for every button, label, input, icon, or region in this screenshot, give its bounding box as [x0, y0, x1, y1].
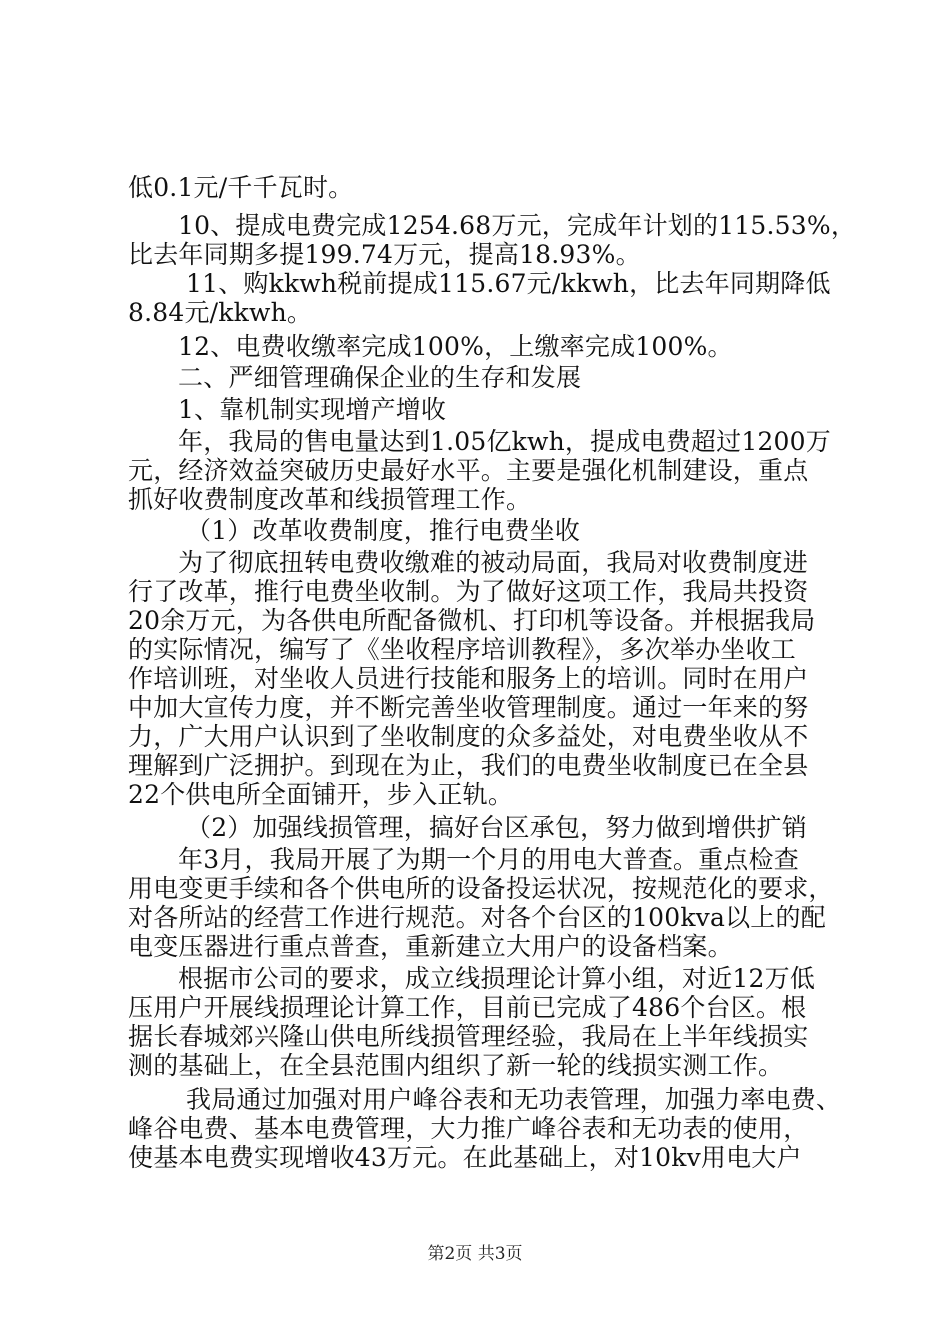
text-line: 中加大宣传力度，并不断完善坐收管理制度。通过一年来的努: [128, 693, 809, 722]
text-line: 电变压器进行重点普查，重新建立大用户的设备档案。: [128, 932, 733, 961]
text-line: 力，广大用户认识到了坐收制度的众多益处，对电费坐收从不: [128, 722, 809, 751]
text-line: 10、提成电费完成1254.68万元，完成年计划的115.53%，: [178, 211, 857, 240]
text-line: 对各所站的经营工作进行规范。对各个台区的100kva以上的配: [128, 903, 826, 932]
text-line: 元，经济效益突破历史最好水平。主要是强化机制建设，重点: [128, 456, 809, 485]
text-line: 的实际情况，编写了《坐收程序培训教程》，多次举办坐收工: [128, 635, 796, 664]
text-line: 理解到广泛拥护。到现在为止，我们的电费坐收制度已在全县: [128, 751, 809, 780]
text-line: 峰谷电费、基本电费管理，大力推广峰谷表和无功表的使用，: [128, 1114, 809, 1143]
text-line: 据长春城郊兴隆山供电所线损管理经验，我局在上半年线损实: [128, 1022, 809, 1051]
text-line: 12、电费收缴率完成100%，上缴率完成100%。: [178, 332, 733, 361]
text-line: 年3月，我局开展了为期一个月的用电大普查。重点检查: [178, 845, 799, 874]
subsection-heading: （1）改革收费制度，推行电费坐收: [186, 516, 581, 545]
text-line: 使基本电费实现增收43万元。在此基础上，对10kv用电大户: [128, 1143, 802, 1172]
subsection-heading: 1、靠机制实现增产增收: [178, 395, 447, 424]
text-line: 年，我局的售电量达到1.05亿kwh，提成电费超过1200万: [178, 427, 831, 456]
text-line: 11、购kkwh税前提成115.67元/kkwh，比去年同期降低: [186, 269, 831, 298]
text-line: 根据市公司的要求，成立线损理论计算小组，对近12万低: [178, 964, 816, 993]
text-line: 测的基础上，在全县范围内组织了新一轮的线损实测工作。: [128, 1051, 784, 1080]
text-line: 压用户开展线损理论计算工作，目前已完成了486个台区。根: [128, 993, 807, 1022]
text-line: 行了改革，推行电费坐收制。为了做好这项工作，我局共投资: [128, 577, 809, 606]
section-heading: 二、严细管理确保企业的生存和发展: [178, 363, 582, 392]
text-line: 为了彻底扭转电费收缴难的被动局面，我局对收费制度进: [178, 548, 809, 577]
text-line: 抓好收费制度改革和线损管理工作。: [128, 485, 532, 514]
page-number-footer: 第2页 共3页: [427, 1244, 523, 1264]
text-line: 用电变更手续和各个供电所的设备投运状况，按规范化的要求，: [128, 874, 834, 903]
text-line: 低0.1元/千千瓦时。: [128, 173, 354, 202]
text-line: 8.84元/kkwh。: [128, 298, 313, 327]
text-line: 22个供电所全面铺开，步入正轨。: [128, 780, 514, 809]
text-line: 比去年同期多提199.74万元，提高18.93%。: [128, 240, 641, 269]
text-line: 作培训班，对坐收人员进行技能和服务上的培训。同时在用户: [128, 664, 809, 693]
subsection-heading: （2）加强线损管理，搞好台区承包，努力做到增供扩销: [186, 813, 807, 842]
text-line: 20余万元，为各供电所配备微机、打印机等设备。并根据我局: [128, 606, 816, 635]
text-line: 我局通过加强对用户峰谷表和无功表管理，加强力率电费、: [186, 1085, 842, 1114]
